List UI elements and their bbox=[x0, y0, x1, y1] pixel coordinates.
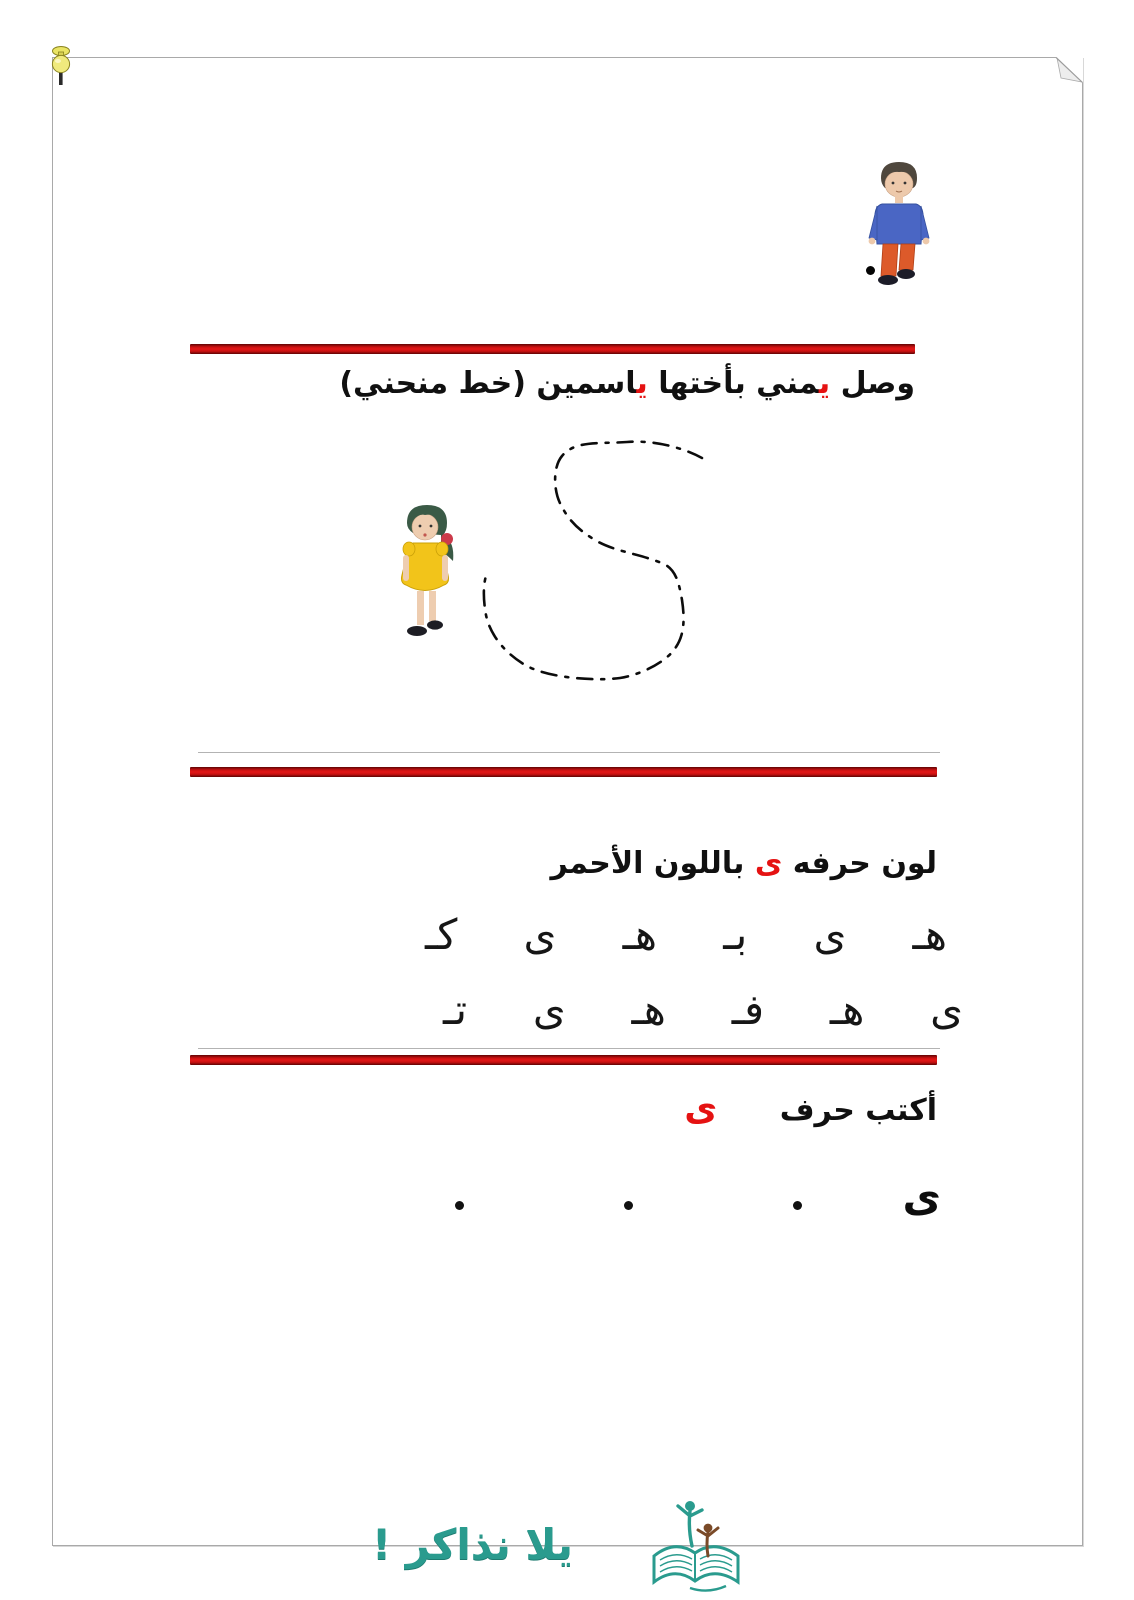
practice-row bbox=[190, 1170, 941, 1224]
trace-dot bbox=[624, 1201, 633, 1210]
letter-cell: ى bbox=[532, 985, 566, 1034]
pushpin-icon bbox=[46, 42, 76, 94]
footer-logo-text: يلا نذاكر ! bbox=[372, 1520, 574, 1569]
thin-divider bbox=[198, 752, 940, 753]
letter-cell: هـ bbox=[631, 985, 666, 1034]
letter-cell: بـ bbox=[723, 910, 748, 959]
red-divider-2 bbox=[190, 767, 937, 777]
thin-divider bbox=[198, 1048, 940, 1049]
letter-cell: ى bbox=[930, 985, 963, 1034]
red-divider-3 bbox=[190, 1055, 937, 1065]
red-divider-1 bbox=[190, 344, 915, 354]
write-instruction bbox=[190, 1083, 937, 1137]
letter-cell: تـ bbox=[443, 985, 468, 1034]
letter-cell: هـ bbox=[622, 910, 658, 959]
red-letter-alef-maqsura: ى bbox=[684, 1088, 718, 1129]
letter-cell: فـ bbox=[731, 985, 765, 1034]
instruction-text: مني بأختها bbox=[647, 366, 819, 401]
path-start-dot bbox=[866, 266, 875, 275]
connect-instruction bbox=[190, 358, 915, 410]
letter-cell: هـ bbox=[829, 985, 865, 1034]
instruction-text: اسمين (خط منحني) bbox=[339, 366, 637, 401]
practice-letter: ى bbox=[902, 1172, 941, 1221]
letters-row-1 bbox=[425, 903, 947, 965]
trace-dot bbox=[793, 1201, 802, 1210]
red-letter-alef-maqsura: ى bbox=[754, 846, 783, 881]
open-book-figure-logo-icon bbox=[648, 1494, 744, 1596]
instruction-text: باللون الأحمر bbox=[550, 846, 755, 881]
letter-cell: هـ bbox=[912, 910, 947, 959]
instruction-text: لون حرفه bbox=[782, 846, 937, 881]
page-corner-fold bbox=[1051, 57, 1083, 85]
color-instruction bbox=[190, 838, 937, 890]
instruction-text: وصل bbox=[830, 366, 915, 401]
letters-row-2 bbox=[443, 978, 963, 1040]
letter-cell: ى bbox=[813, 910, 847, 959]
letter-cell: كـ bbox=[425, 910, 458, 959]
worksheet-page bbox=[52, 57, 1083, 1546]
instruction-text: أكتب حرف bbox=[779, 1093, 937, 1128]
trace-dot bbox=[455, 1201, 464, 1210]
dashed-trace-curve bbox=[468, 433, 723, 708]
red-letter-ya: ي bbox=[636, 366, 648, 401]
red-letter-ya: ي bbox=[818, 366, 831, 401]
letter-cell: ى bbox=[523, 910, 557, 959]
girl-illustration bbox=[381, 501, 473, 653]
